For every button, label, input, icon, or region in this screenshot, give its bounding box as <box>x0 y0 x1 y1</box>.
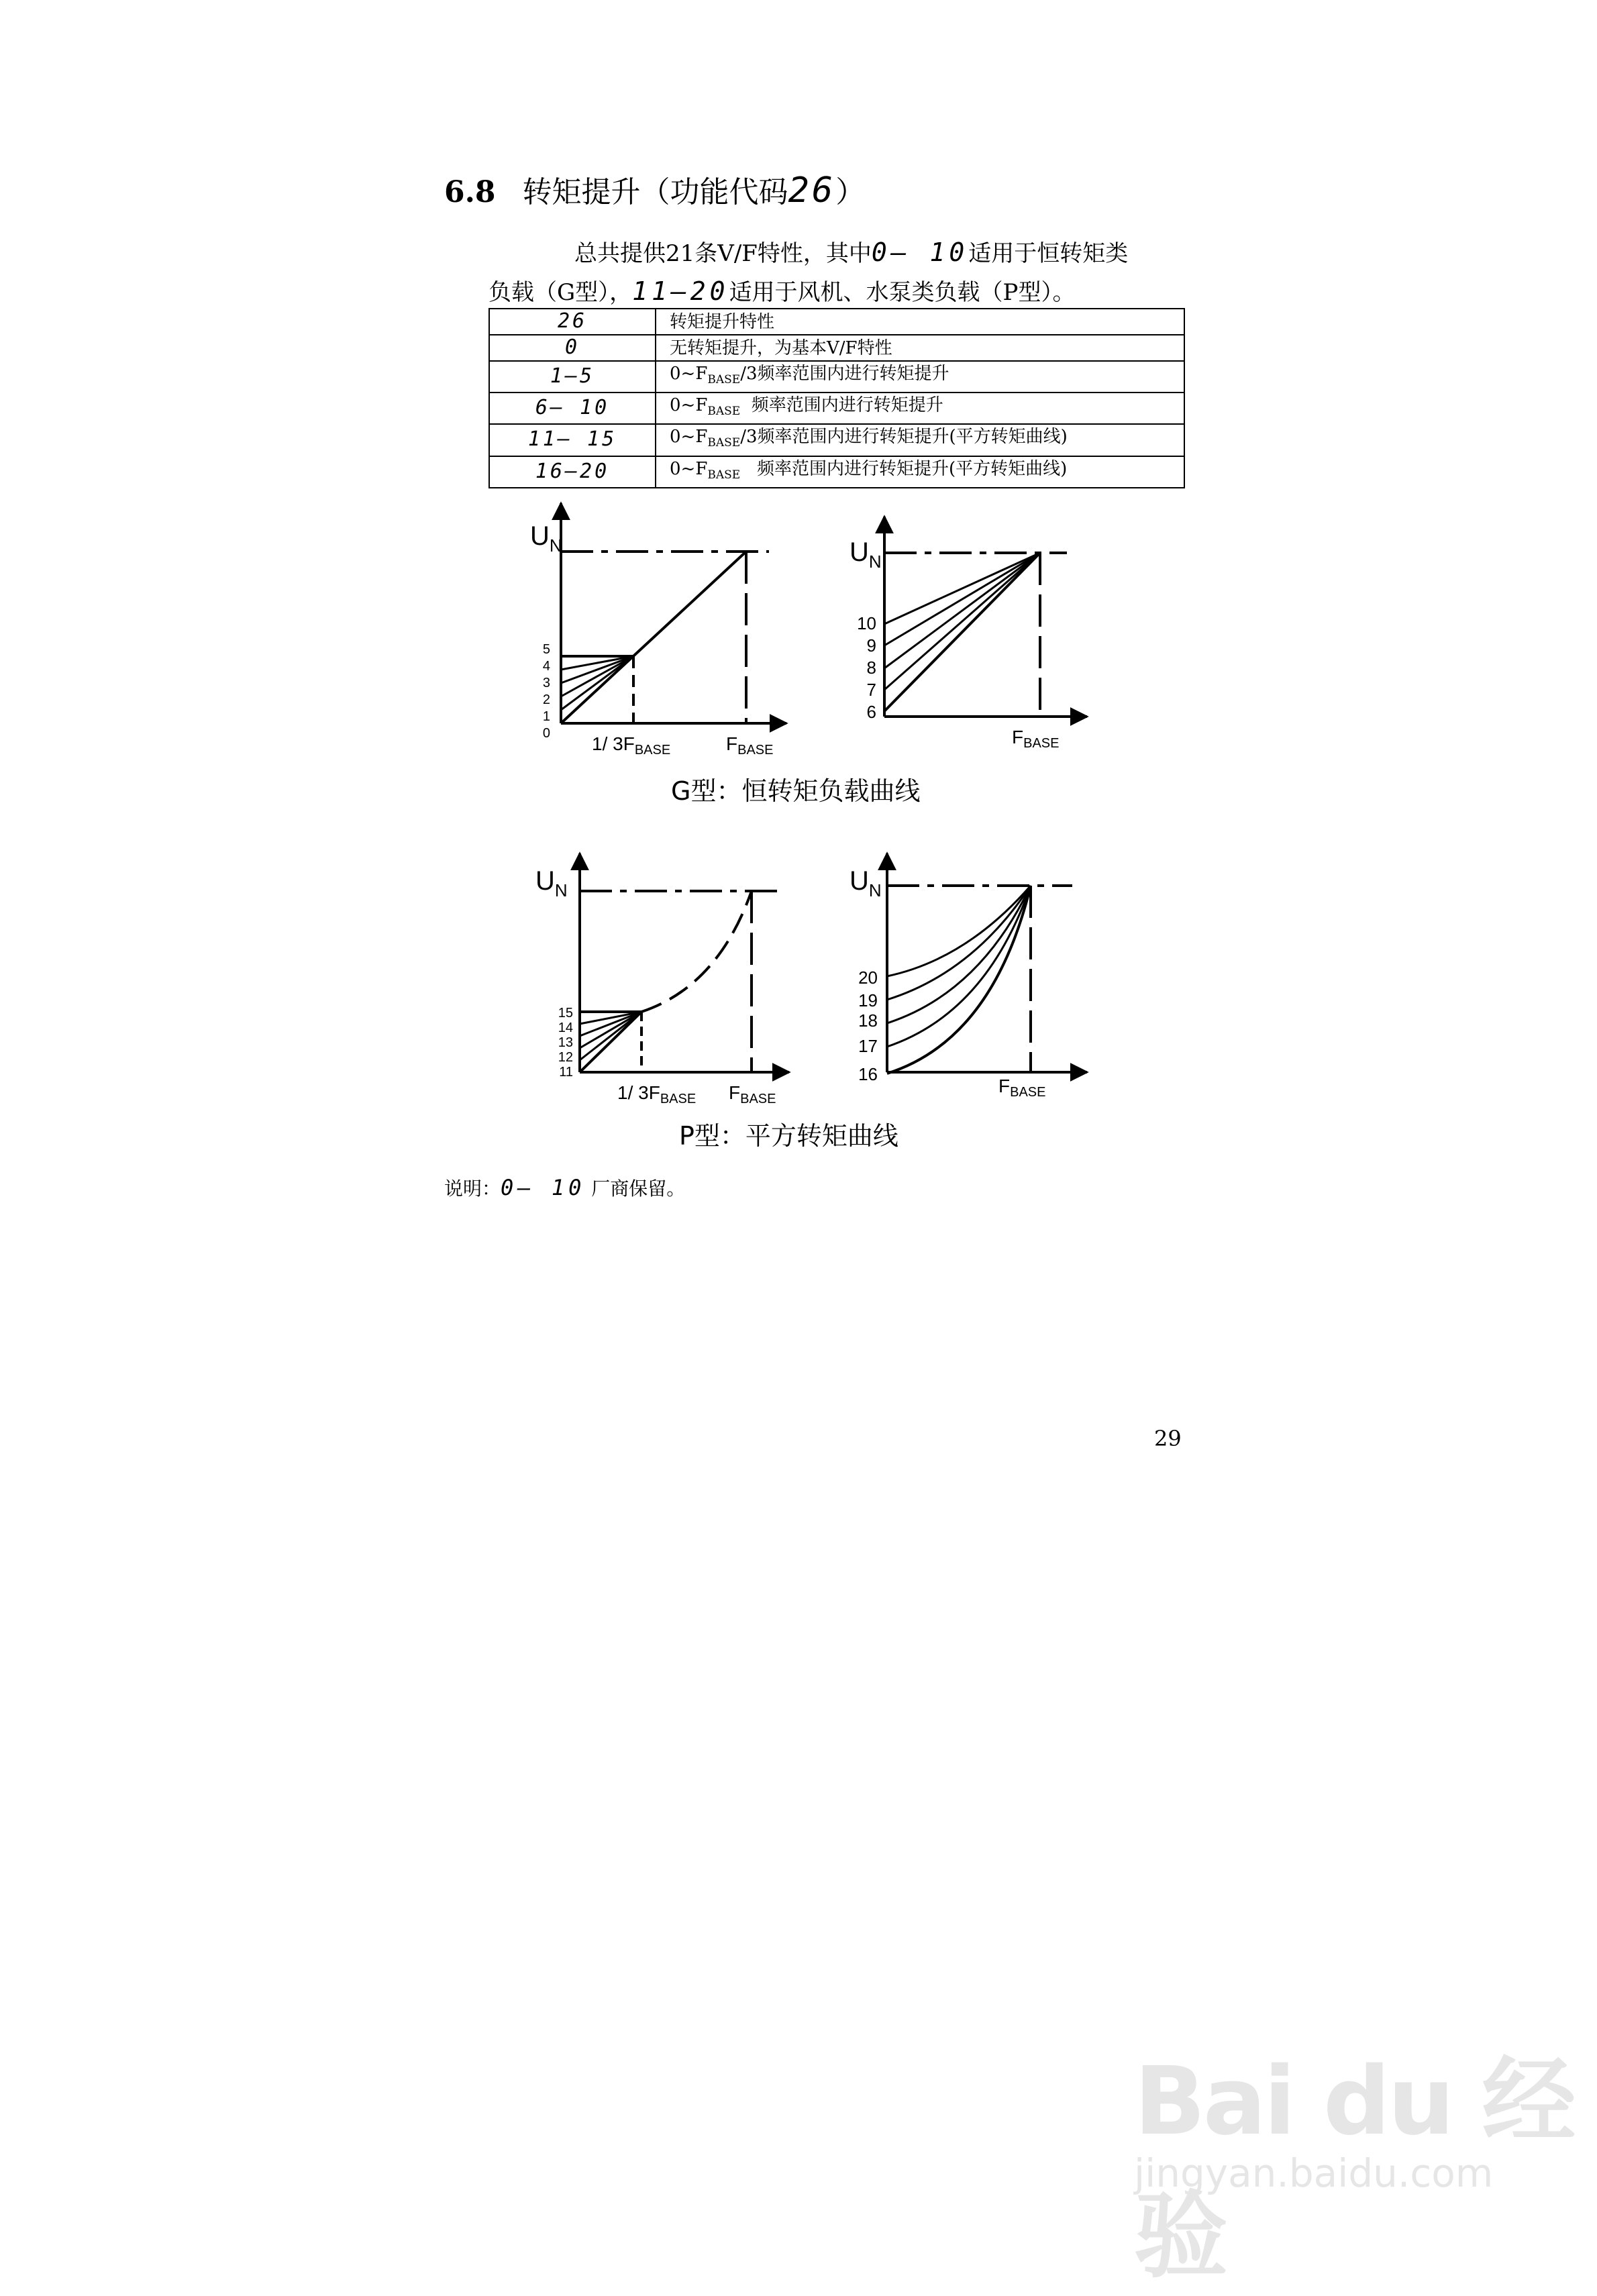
tick-label: 11 <box>559 1065 573 1080</box>
tick-label: 16 <box>858 1064 878 1084</box>
desc-cell: $0\sim F_{BASE}/3$频率范围内进行转矩提升 <box>656 361 1184 393</box>
g-type-diagram-base <box>884 517 1087 717</box>
page-number: 29 <box>1154 1426 1182 1451</box>
axis-u-label: $U_N$ <box>535 866 568 900</box>
tick-label: 12 <box>558 1050 573 1065</box>
intro-code-range: 11—20 <box>632 276 729 306</box>
intro-text: 适用于风机、水泵类负载（P型）。 <box>729 279 1076 306</box>
fbase-label: $F_{BASE}$ <box>729 1082 776 1106</box>
intro-text: 总共提供21条V/F特性，其中 <box>574 240 872 267</box>
desc-cell: $0\sim F_{BASE}$ 频率范围内进行转矩提升 <box>656 393 1184 424</box>
tick-label: 2 <box>542 692 550 707</box>
tick-label: 14 <box>558 1021 573 1035</box>
code-cell: 6— 10 <box>489 393 656 424</box>
third-fbase-label: 1/ $3F_{BASE}$ <box>617 1082 697 1106</box>
desc-cell: $0\sim F_{BASE}/3$频率范围内进行转矩提升(平方转矩曲线) <box>656 424 1184 456</box>
section-title: 转矩提升（功能代码 <box>522 175 788 209</box>
tick-label: 5 <box>542 642 550 657</box>
p-type-diagram-1/3 <box>580 853 789 1072</box>
fbase-label: $F_{BASE}$ <box>726 733 774 758</box>
note-suffix: 厂商保留。 <box>591 1178 686 1200</box>
tick-label: 13 <box>558 1035 573 1050</box>
g-curve-0 <box>561 552 746 723</box>
axis-u-label: $U_N$ <box>849 866 882 900</box>
tick-label: 17 <box>858 1036 878 1056</box>
tick-label: 7 <box>866 680 876 700</box>
desc-cell: 转矩提升特性 <box>656 309 1184 335</box>
axis-u-label: $U_N$ <box>849 537 882 572</box>
tick-label: 4 <box>542 659 550 674</box>
footnote <box>444 1174 685 1201</box>
intro-text: 适用于恒转矩类 <box>968 240 1129 267</box>
intro-text: 负载（G型）， <box>488 279 633 306</box>
desc-cell: $0\sim F_{BASE}$ 频率范围内进行转矩提升(平方转矩曲线) <box>656 456 1184 488</box>
g-type-diagram-1/3 <box>561 503 786 723</box>
tick-label: 19 <box>858 990 878 1010</box>
tick-label: 10 <box>857 613 876 633</box>
title-close: ） <box>835 175 866 209</box>
intro-code-range: 0— 10 <box>871 238 969 267</box>
p-type-diagram-base <box>887 853 1087 1074</box>
tick-label: 1 <box>542 709 550 724</box>
note-code: 0— 10 <box>501 1175 586 1200</box>
desc-cell: 无转矩提升，为基本V/F特性 <box>656 335 1184 361</box>
code-cell: 1—5 <box>489 361 656 393</box>
axis-u-label: $U_N$ <box>530 521 562 556</box>
code-cell: 26 <box>489 309 656 335</box>
function-code: 26 <box>788 170 836 211</box>
code-cell: 16—20 <box>489 456 656 488</box>
watermark-logo: Bai du 经验 <box>1134 2047 1574 2291</box>
tick-label: 3 <box>542 676 550 690</box>
fbase-label: $F_{BASE}$ <box>1012 727 1060 751</box>
note-prefix: 说明： <box>444 1178 501 1200</box>
watermark-url: jingyan.baidu.com <box>1134 2150 1494 2196</box>
tick-label: 9 <box>866 635 876 656</box>
tick-label: 8 <box>866 658 876 678</box>
tick-label: 18 <box>858 1010 878 1031</box>
third-fbase-label: 1/ $3F_{BASE}$ <box>592 733 671 758</box>
tick-label: 0 <box>542 726 550 741</box>
tick-label: 6 <box>866 702 876 722</box>
tick-label: 20 <box>858 968 878 988</box>
code-cell: 0 <box>489 335 656 361</box>
code-cell: 11— 15 <box>489 424 656 456</box>
tick-label: 15 <box>558 1006 573 1021</box>
p-type-caption: P型：平方转矩曲线 <box>679 1121 898 1151</box>
section-number: 6.8 <box>444 175 496 209</box>
g-type-caption: G型：恒转矩负载曲线 <box>671 776 921 806</box>
fbase-label: $F_{BASE}$ <box>998 1076 1046 1100</box>
